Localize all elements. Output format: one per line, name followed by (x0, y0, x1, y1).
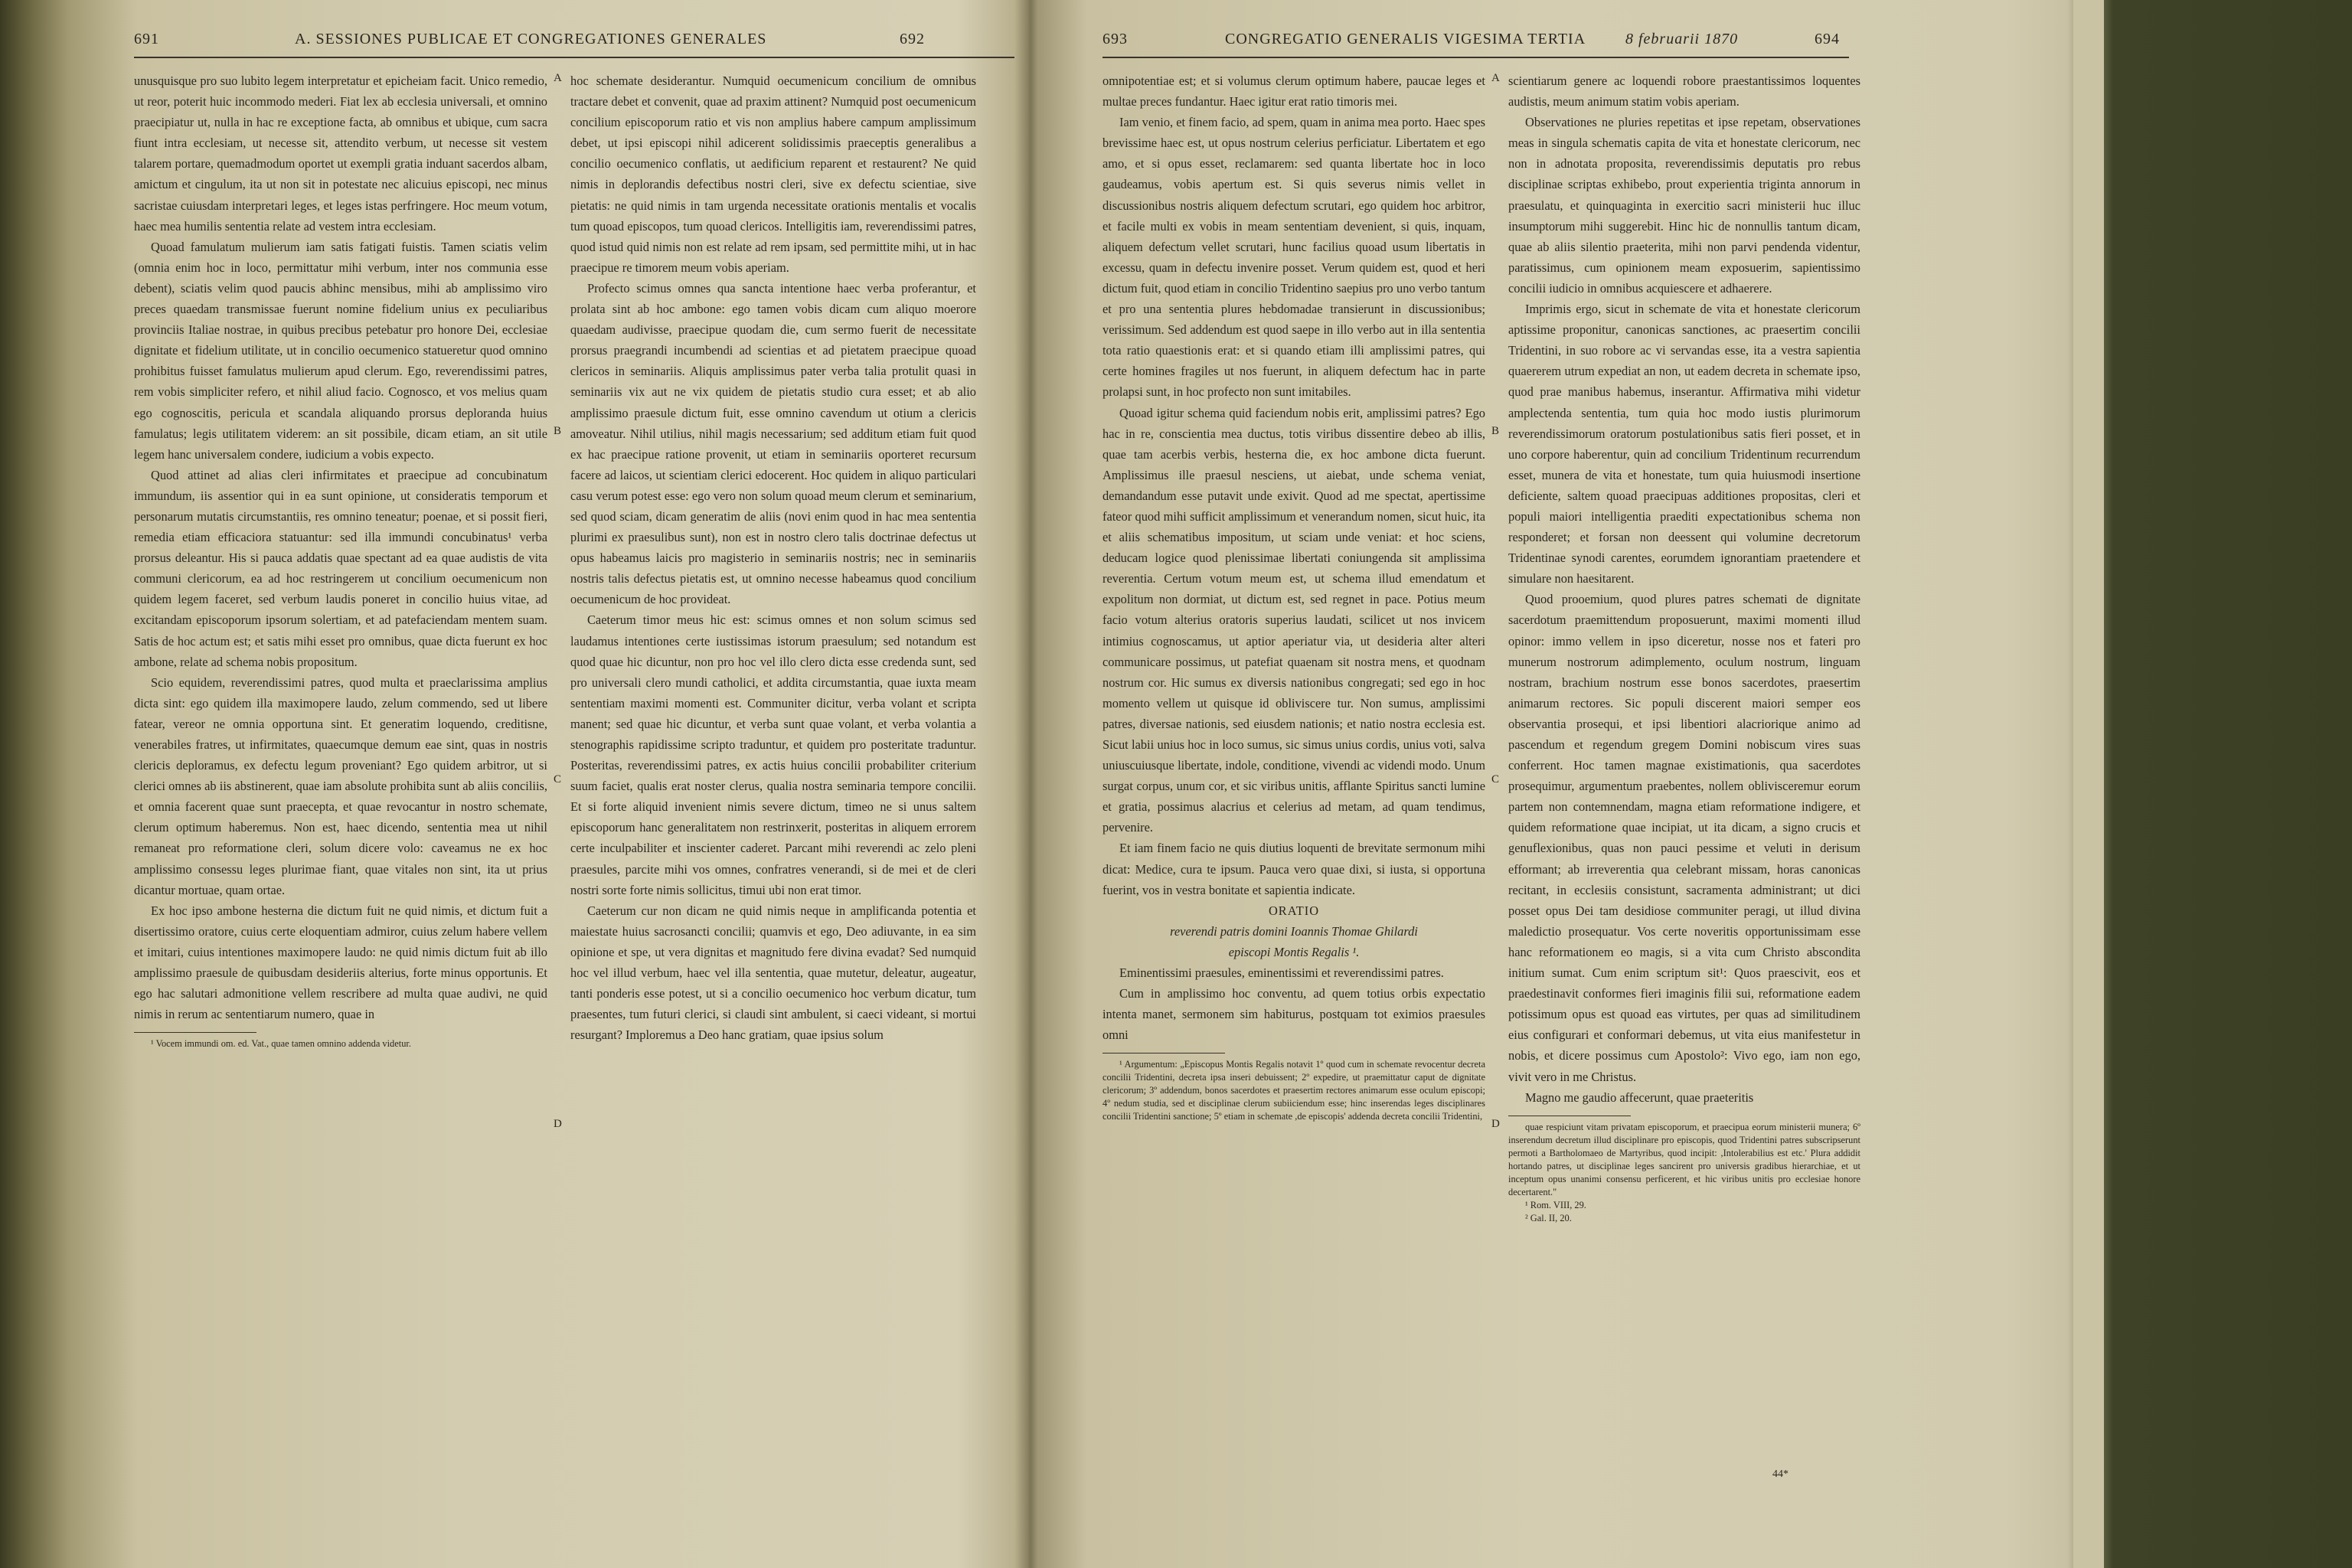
oratio-heading: ORATIO (1268, 903, 1320, 918)
paragraph: Caeterum timor meus hic est: scimus omnes et non solum scimus sed laudamus intentiones certe iustissimas istorum praesulum; sed notandum est quod quae hic dicuntur, non pro hoc vel illo clero dicta esse credenda sunt, sed pro universali clero mundi catholici, et addita circumstantia, quae iuxta meam sententiam maximi momenti est. Communiter dicitur, verba volant et scripta manent; sed quae hic dicuntur, et verba sunt quae volant, et verba volantia a stenographis rapidissime scripto traduntur, et quidem pro posteritate traduntur. Posteritas, reverendissimi patres, ex actis huius concilii probabiliter criterium suum faciet, qualis erat noster clerus, qualia nostra seminaria tempore concilii. Et si forte aliquid invenient nimis severe dictum, timeo ne si unus saltem episcoporum hanc generalitatem non restrinxerit, posteritas in aliquem errorem certe inculpabiliter et inscienter caderet. Parcant mihi reverendi ac zelo pleni praesules, parcite mihi vos omnes, confratres venerandi, si de mei et de cleri nostri sorte forte nimis sollicitus, timui ubi non erat timor. (570, 612, 976, 897)
left-header-title: A. SESSIONES PUBLICAE ET CONGREGATIONES GENERALES (295, 31, 767, 47)
page-number-694: 694 (1815, 31, 1840, 47)
footnote-reference: ² Gal. II, 20. (1525, 1212, 1572, 1223)
margin-letter-b: B (1491, 425, 1500, 437)
footnote-rule (1102, 1053, 1225, 1054)
paragraph: scientiarum genere ac loquendi robore praestantissimos loquentes audistis, meum animum statim vobis aperiam. (1508, 74, 1860, 109)
oratio-title-line-1: reverendi patris domini Ioannis Thomae Ghilardi (1170, 923, 1418, 939)
margin-letter-d: D (1491, 1118, 1500, 1130)
paragraph: Ex hoc ipso ambone hesterna die dictum fuit ne quid nimis, et dictum fuit a disertissimo oratore, cuius certe eloquentiam admiror, cuius zelum habere vellem et imitari, cuius intentiones maximopere laudo: ne quid nimis dictum fuit ab illo amplissimo praesule de quibusdam desideriis alterius, forte minus opportunis. Et ego hac salutari admonitione vellem rescribere ad multa quae audivi, ne quid nimis in rerum ac sententiarum numero, quae in (134, 903, 547, 1022)
paragraph: Caeterum cur non dicam ne quid nimis neque in amplificanda potentia et maiestate huius sacrosancti concilii; quamvis et ego, Deo adiuvante, in ea sim opinione et spe, ut vera dignitas et magnitudo fere divina evadat? Sed numquid hoc vel illud verbum, haec vel illa sententia, quae mutetur, deleatur, augeatur, tanti ponderis esse potest, ut si a concilio oecumenico hoc verbum dicatur, tum praesentes, tum futuri clerici, si claudi sint ambulent, si caeci videant, si mortui resurgant? Imploremus a Deo hanc gratiam, quae ipsius solum (570, 903, 976, 1043)
margin-letter-c: C (1491, 773, 1500, 786)
oratio-title-line-2: episcopi Montis Regalis ¹. (1228, 944, 1360, 959)
paragraph: Et iam finem facio ne quis diutius loquenti de brevitate sermonum mihi dicat: Medice, cura te ipsum. Pauca vero quae dixi, si iusta, si opportuna fuerint, vos in vestra bonitate et sapientia indicate. (1102, 841, 1485, 897)
page-number-693: 693 (1102, 31, 1128, 47)
left-page (134, 0, 1014, 1568)
paragraph: Observationes ne pluries repetitas et ipse repetam, observationes meas in singula schematis capita de vita et honestate clericorum, nec non in adnotata proposita, reverendissimis deputatis pro rebus disciplinae scriptas exhibebo, prout experientia triginta annorum in praesulatu, et quinquaginta in exercitio sacri ministerii huc illuc insumptorum mihi suggerebit. Hinc hic de nonnullis tantum dicam, quae ab aliis silentio praeterita, mihi non parvi pendenda videntur, paratissimus, cum opinionem meam exposuerim, sapientissimo concilii iudicio in omnibus acquiescere et adhaerere. (1508, 115, 1860, 296)
margin-letter-a: A (554, 72, 562, 84)
signature-mark: 44* (1772, 1468, 1788, 1480)
paragraph: Eminentissimi praesules, eminentissimi et reverendissimi patres. (1119, 965, 1444, 981)
paragraph: Quod prooemium, quod plures patres schemati de dignitate sacerdotum praemittendum proposuerunt, maximi momenti illud opinor: immo vellem in ipso diceretur, nosse nos et fateri pro munerum nostrorum adimplemento, oculum nostrum, linguam nostram, brachium nostrum esse bonos sacerdotes, praesertim animarum rectores. Sic populi discerent maiori semper eos observantia prosequi, et ipsi libentiori alacriorique animo ad pascendum et regendum gregem Domini nobiscum vires suas conferrent. Hoc tamen magnae existimationis, qua sacerdotes prosequimur, argumentum praebentes, nollem oblivisceremur eorum partem non contemnendam, magna etiam reformatione indigere, et quidem reformatione quae incipiat, ut ita dicam, a signo crucis et genuflexionibus, quas non pauci pessime et veluti in derisum efformant; ab irreverentia qua celebrant missam, horas canonicas recitant, in ecclesiis consistunt, sacramenta administrant; ut dici posset opus Dei tam desidiose communiter peragi, ut illud divina maledictio prosequatur. Vos certe noveritis opportunissimam esse hanc reformationem eo magis, si a vita cum Christo abscondita initium sumat. Cum enim scriptum sit¹: Quos praescivit, eos et praedestinavit conformes fieri imaginis filii sui, reformatione eadem potissimum opus est quoad eas virtutes, per quas ad similitudinem eius configurari et conformari debemus, ut vita eius manifestetur in nobis, et dicere possimus cum Apostolo²: Vivo ego, iam non ego, vivit vero in me Christus. (1508, 592, 1860, 1084)
footnote: ¹ Vocem immundi om. ed. Vat., quae tamen omnino addenda videtur. (151, 1038, 411, 1050)
right-header-title: CONGREGATIO GENERALIS VIGESIMA TERTIA (1225, 31, 1586, 47)
left-page-column-2 (570, 70, 976, 1045)
paragraph: Profecto scimus omnes qua sancta intentione haec verba proferantur, et prolata sint ab hoc ambone: ego tamen vobis dicam cum aliquo moerore quaedam audivisse, praecipue quodam die, cum sermo fuerit de necessitate prorsus praegrandi incumbendi ad scientias et ad pietatem praecipue quoad clericos in seminariis. Aliquis amplissimus pater verba talia protulit quasi in seminariis vix aut ne vix quidem de pietatis studio cura esset; et ab alio amplissimo praesule dictum fuit, esse omnino cavendum ut otium a clericis amoveatur. Nihil utilius, nihil magis necessarium; sed additum etiam fuit quod ex hac praecipue ratione provenit, ut etiam in seminariis oporteret recursum facere ad laicos, ut scientiam clerici edocerent. Hoc quidem in aliquo particulari casu verum potest esse: ego vero non solum quoad meum clerum et seminarium, sed quod sciam, dicam generatim de aliis (novi enim quod in hac mea sententia plurimi ex praesulibus sunt), non est in nostro clero talis doctrinae defectus ut opus habeamus laicis pro magisterio in seminariis nostris; nec in seminariis nostris talis defectus pietatis est, ut omnino necesse habeamus quod concilium oecumenicum de hoc provideat. (570, 280, 976, 607)
margin-letter-b: B (554, 425, 562, 437)
margin-letter-c: C (554, 773, 562, 786)
footnote-rule (134, 1032, 256, 1033)
paragraph: Magno me gaudio affecerunt, quae praeteritis (1525, 1089, 1754, 1105)
right-header-date: 8 februarii 1870 (1625, 31, 1739, 47)
page-number-692: 692 (900, 31, 925, 47)
paragraph: hoc schemate desiderantur. Numquid oecumenicum concilium de omnibus tractare debet et convenit, quae ad praxim attinent? Numquid post oecumenicum concilium episcoporum ratio et vis non amplius habere campum amplissimum debet, ut ipsi episcopi nihil adicerent solidissimis praeceptis generalibus a concilio oecumenico conflatis, ut aedificium reparent et restaurent? Ne quid nimis in deplorandis defectibus nostri cleri, sive ex defectu scientiae, sive pietatis: ne quid nimis in tam urgenda necessitate orationis mentalis et vocalis tum quoad episcopos, tum quoad clericos. Intelligitis iam, reverendissimi patres, quod istud quid nimis non est relate ad rem ipsam, sed permittite mihi, ut in hac praecipue re timorem meum vobis aperiam. (570, 74, 976, 275)
paragraph: Cum in amplissimo hoc conventu, ad quem totius orbis expectatio intenta manet, sermonem sim habiturus, postquam tot eximios praesules omni (1102, 986, 1485, 1043)
paragraph: unusquisque pro suo lubito legem interpretatur et epicheiam facit. Unico remedio, ut reor, poterit huic incommodo mederi. Fiat lex ab ecclesia universali, et omnino praecipiatur ut, nulla in hac re exceptione facta, ab omnibus et ubique, cum sacra fiunt intra ecclesiam, ut necesse sit, attendito verbum, ut necesse sit vestem talarem portare, quemadmodum oportet ut exempli gratia induant sacerdos albam, amictum et cingulum, ita ut non sit in potestate nec alicuius episcopi, nec minus sacristae cuiusdam interpretari leges, et leges istas perfringere. Hoc meum votum, haec mea humilis sententia relate ad vestem intra ecclesiam. (134, 74, 547, 234)
header-rule (1102, 57, 1849, 58)
paragraph: Quod attinet ad alias cleri infirmitates et praecipue ad concubinatum immundum, iis assentior qui in ea sunt opinione, ut consideratis temporum et personarum mutatis circumstantiis, res omnino teneatur; poenae, et si possit fieri, remedia etiam efficaciora statuantur: sed illa immundi concubinatus¹ verba prorsus deleantur. His si pauca addatis quae spectant ad ea quae audistis de vita communi clericorum, ea ad hoc restringerem ut concilium oecumenicum non quidem legem faceret, sed verbum laudis poneret in concilio huius vitae, ad excitandam episcoporum ipsorum solertiam, et ad patefaciendam mentem suam. Satis de hoc actum est; et satis mihi esset pro omnibus, quae dicta fuerunt ex hoc ambone, relate ad schema nobis propositum. (134, 467, 547, 669)
paragraph: Scio equidem, reverendissimi patres, quod multa et praeclarissima amplius dicta sint: ego quidem illa maximopere laudo, zelum commendo, sed ut libere fatear, vereor ne omnia opportuna sint. Et generatim loquendo, creditisne, venerabiles fratres, ut infirmitates, quaecumque demum eae sint, quas in nostris clericis deploramus, ex defectu legum proveniant? Ego quidem arbitror, ut si clerici omnes ab iis abstinerent, quae iam absolute prohibita sunt ab aliis conciliis, et omnia facerent quae sunt praecepta, et quae revocantur in nostro schemate, clerum optimum haberemus. Non est, haec dicendo, sententia mea ut nihil remaneat pro reformatione cleri, solum dicere volo: caveamus ne ex hoc amplissimo consessu leges plurimae fiant, quae vitales non sint, ita ut prius dicantur mortuae, quam ortae. (134, 675, 547, 897)
margin-letter-d: D (554, 1118, 562, 1130)
left-page-column-1 (134, 70, 547, 1050)
paragraph: omnipotentiae est; et si volumus clerum optimum habere, paucae leges et multae preces fundantur. Haec igitur erat ratio timoris mei. (1102, 74, 1485, 109)
right-page (1068, 0, 2079, 1568)
paragraph: Quoad famulatum mulierum iam satis fatigati fuistis. Tamen sciatis velim (omnia enim hoc in loco, permittatur mihi verbum, inter nos communia esse debent), sciatis velim quod paucis abhinc mensibus, mihi ab amplissimo viro preces quaedam transmissae fuerunt nomine fidelium unius ex peculiaribus provinciis Italiae nostrae, in quibus precibus petebatur pro honore Dei, ecclesiae dignitate et fidelium utilitate, ut in concilio oecumenico statueretur quod omnino prohibitus fuisset famulatus mulierum apud clerum. Ego, reverendissimi patres, rem vobis simpliciter refero, et nihil aliud facio. Cognosco, et vos melius quam ego cognoscitis, pericula et scandala aliquando prorsus deploranda huius famulatus; legis utilitatem viderem: an sit possibile, dicam etiam, an sit utile legem hanc universalem condere, iudicium a vobis expecto. (134, 239, 547, 462)
right-page-column-1 (1102, 70, 1485, 1123)
header-rule (134, 57, 1014, 58)
footnote-reference: ¹ Rom. VIII, 29. (1525, 1199, 1586, 1210)
page-number-691: 691 (134, 31, 159, 47)
right-page-column-2 (1508, 70, 1860, 1225)
paragraph: Quoad igitur schema quid faciendum nobis erit, amplissimi patres? Ego hac in re, conscientia mea ductus, totis viribus dissentire debeo ab illis, quae tam acerbis verbis, hesterna die, ex hoc ambone dicta fuerunt. Amplissimus ille praesul nesciens, ut aiebat, unde schema veniat, demandandum esse putavit unde exivit. Quod ad me spectat, apertissime fateor quod mihi sufficit amplissimum et venerandum nomen, sicut huic, ita et aliis schematibus impositum, ut sciam unde veniat: et hoc sciens, deducam logice quod plenissimae libertati coniungenda sit amplissima reverentia. Certum votum meum est, ut schema illud emendatum et expolitum non dormiat, ut dictum est, sed regnet in pace. Potius meum facio votum alterius oratoris superius laudati, scilicet ut nos invicem intimius cognoscamus, ut aptior aperiatur via, ut desideria alter alteri communicare possimus, ut patefiat quaenam sit nostra mens, et quodnam nostrum cor. Hic sumus ex diversis nationibus congregati; sed ego in hoc momento vellem ut quisque id obliviscere tur. Non sumus, amplissimi patres, diversae nationis, sed eiusdem nationis; et natio nostra ecclesia est. Sicut labii unius hoc in loco sumus, sic simus unius cordis, unius voti, salva uniuscuiusque libertate, indole, conditione, vivendi ac videndi modo. Unum surgat corpus, unum cor, et sic viribus unitis, afflante Spiritus sancti lumine et gratia, possimus alacrius et celerius ad metam, ad quam tendimus, pervenire. (1102, 405, 1485, 835)
paragraph: Imprimis ergo, sicut in schemate de vita et honestate clericorum aptissime proponitur, canonicas sanctiones, ac praesertim concilii Tridentini, in suo robore ac vi servandas esse, ita a vestra sapientia quaererem utrum expediat an non, ut eadem decreta in schemate ipso, quod prae manibus habemus, inserantur. Affirmativa mihi videtur amplectenda sententia, tum quia hoc modo iustis plurimorum reverendissimorum oratorum postulationibus satis fieri posset, et in uno corpore haberentur, quin ad concilium Tridentinum recurrendum esset, munera de vita et honestate, tum quia huiusmodi insertione deficiente, saltem quoad praecipuas additiones propositas, cleri et populi maiori intelligentia praediti expectationibus schema non responderet; et forsan non deessent qui volumine decretorum Tridentinae synodi carentes, eorumdem ignorantiam praetendere et simulare non haesitarent. (1508, 302, 1860, 586)
margin-letter-a: A (1491, 72, 1500, 84)
footnote: ¹ Argumentum: „Episcopus Montis Regalis notavit 1º quod cum in schemate revocentur decreta concilii Tridentini, decreta ipsa inseri debuissent; 2º expedire, ut praemittatur caput de dignitate clericorum; 3º addendum, bonos sacerdotes et praesertim rectores animarum esse oculum episcopi; 4º nedum studia, sed et disciplinae clerum subiiciendum esse; hinc inserendas leges disciplinares concilii Tridentini sanctione; 5º etiam in schemate ,de episcopis' addenda decreta concilii Tridentini, (1102, 1059, 1485, 1122)
paragraph: Iam venio, et finem facio, ad spem, quam in anima mea porto. Haec spes brevissime haec est, ut opus nostrum celerius perficiatur. Libertatem et ego amo, et si opus esset, reclamarem: sed quanta libertate hoc in loco gaudeamus, vobis apertum est. Si quis severus nimis vellet in discussionibus nostris aliquem defectum scrutari, ego quidem hoc arbitror, et facile multi ex vobis in meam sententiam devenient, si quis, inquam, aliquem defectum vellet scrutari, hunc facilius quoad usum libertatis in excessu, quam in defectu invenire posset. Verum quidem est, quod et heri dictum fuit, quod etiam in concilio Tridentino saepius pro uno verbo tantum et pro una sententia plures hebdomadae transierunt in discussionibus; verissimum. Sed addendum est quod saepe in illo verbo aut in illa sententia tota ratio quaestionis erat: et si quando etiam illi amplissimi patres, qui certe homines fragiles ut nos fuerunt, in aliquem defectum hac in parte prolapsi sunt, in hoc profecto non sunt imitabiles. (1102, 115, 1485, 400)
footnote: quae respiciunt vitam privatam episcoporum, et praecipua eorum ministerii munera; 6º inserendum decretum illud disciplinare pro episcopis, quod Tridentini patres subscripserunt permoti a Bartholomaeo de Martyribus, quod incipit: ,Intolerabilius est etc.' Plura addidit hortando patres, ut disciplinae leges sancirent pro universis gradibus hierarchiae, et ut inceptum opus unanimi consensu perficerent, et hic viribus unitis pro ecclesiae honore decertarent." (1508, 1121, 1860, 1197)
